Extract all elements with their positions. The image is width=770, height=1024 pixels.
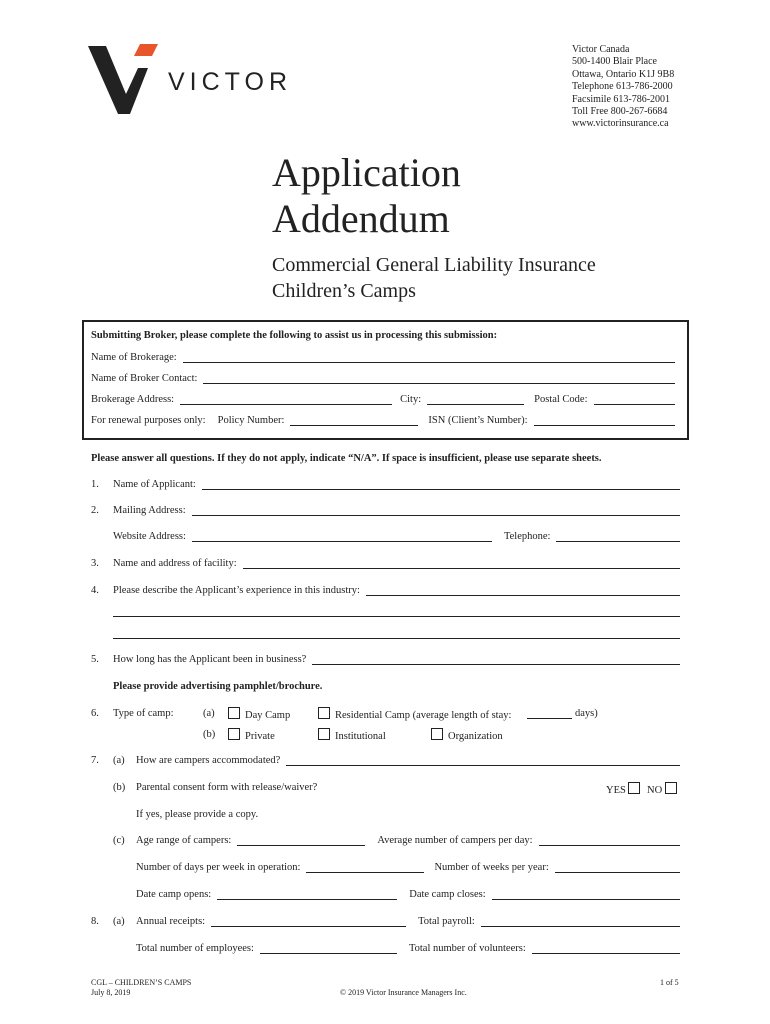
contact-line[interactable]: www.victorinsurance.ca (572, 118, 669, 130)
contact-line: 500-1400 Blair Place (572, 56, 657, 68)
renewal-label: For renewal purposes only: (91, 415, 206, 426)
receipts-row (136, 916, 680, 927)
accommodation-field[interactable] (286, 755, 680, 766)
pamphlet-note: Please provide advertising pamphlet/brochure. (113, 681, 323, 692)
q8a-label: (a) (113, 916, 125, 927)
postal-field[interactable] (594, 394, 675, 405)
age-range-label: Age range of campers: (136, 835, 232, 846)
q2-number: 2. (91, 505, 99, 516)
organization-option[interactable] (431, 728, 503, 742)
q1-row (113, 479, 680, 490)
footer-left (91, 978, 191, 998)
brokerage-field[interactable] (183, 352, 675, 363)
q5-row (113, 654, 680, 665)
policy-field[interactable] (290, 415, 418, 426)
q7a-label: (a) (113, 755, 125, 766)
postal-label: Postal Code: (534, 394, 588, 405)
checkbox[interactable] (318, 707, 330, 719)
closes-label: Date camp closes: (409, 889, 486, 900)
page-title (272, 150, 461, 242)
title-line: Application (272, 150, 461, 195)
q7c-label: (c) (113, 835, 125, 846)
institutional-option[interactable] (318, 728, 386, 742)
address-row (91, 394, 675, 405)
experience-label: Please describe the Applicant’s experience in this industry: (113, 585, 360, 596)
website-label: Website Address: (113, 531, 186, 542)
no-option[interactable] (647, 782, 682, 796)
stay-length-field[interactable] (527, 708, 572, 719)
avg-campers-field[interactable] (539, 835, 680, 846)
business-label: How long has the Applicant been in business? (113, 654, 307, 665)
receipts-field[interactable] (211, 916, 406, 927)
staff-row (136, 943, 680, 954)
q4-row (113, 585, 680, 596)
checkbox[interactable] (318, 728, 330, 740)
private-label: Private (245, 731, 275, 742)
checkbox[interactable] (228, 728, 240, 740)
payroll-field[interactable] (481, 916, 680, 927)
checkbox[interactable] (665, 782, 677, 794)
no-label: NO (647, 785, 663, 796)
camptype-label: Type of camp: (113, 708, 174, 719)
yes-option[interactable] (606, 782, 645, 796)
renewal-row (91, 415, 675, 426)
telephone-field[interactable] (556, 531, 680, 542)
city-label: City: (400, 394, 422, 405)
age-range-field[interactable] (237, 835, 365, 846)
option-b-label: (b) (203, 729, 216, 740)
q3-row (113, 558, 680, 569)
day-camp-label: Day Camp (245, 710, 291, 721)
receipts-label: Annual receipts: (136, 916, 206, 927)
victor-logo (88, 42, 292, 116)
q7-number: 7. (91, 755, 99, 766)
facility-field[interactable] (243, 558, 680, 569)
footer-page-number: 1 of 5 (660, 978, 679, 987)
accommodation-row (136, 755, 680, 766)
experience-field-line[interactable] (113, 616, 680, 617)
instructions: Please answer all questions. If they do not apply, indicate “N/A”. If space is insufficient, please use separate sheets. (91, 453, 602, 464)
applicant-label: Name of Applicant: (113, 479, 196, 490)
experience-field[interactable] (366, 585, 680, 596)
contact-line: Facsimile 613-786-2001 (572, 93, 671, 105)
dates-row (136, 889, 680, 900)
copy-note: If yes, please provide a copy. (136, 809, 259, 820)
consent-label: Parental consent form with release/waiver? (136, 782, 318, 793)
option-a-label: (a) (203, 708, 215, 719)
footer-copyright: © 2019 Victor Insurance Managers Inc. (340, 988, 467, 997)
weeks-year-field[interactable] (555, 862, 680, 873)
footer-form-name: CGL – CHILDREN’S CAMPS (91, 978, 192, 987)
payroll-label: Total payroll: (418, 916, 475, 927)
days-label: days) (575, 708, 598, 719)
opens-label: Date camp opens: (136, 889, 212, 900)
accommodation-label: How are campers accommodated? (136, 755, 281, 766)
operation-row (136, 862, 680, 873)
q8-number: 8. (91, 916, 99, 927)
yes-label: YES (606, 785, 626, 796)
closes-field[interactable] (492, 889, 680, 900)
weeks-year-label: Number of weeks per year: (434, 862, 549, 873)
q4-number: 4. (91, 585, 99, 596)
checkbox[interactable] (228, 707, 240, 719)
q7b-label: (b) (113, 782, 126, 793)
institutional-label: Institutional (335, 731, 386, 742)
opens-field[interactable] (217, 889, 397, 900)
day-camp-option[interactable] (228, 707, 290, 721)
residential-label: Residential Camp (average length of stay: (335, 710, 512, 721)
brokerage-label: Name of Brokerage: (91, 352, 177, 363)
age-row (136, 835, 680, 846)
checkbox[interactable] (628, 782, 640, 794)
footer-date: July 8, 2019 (91, 988, 131, 997)
address-field[interactable] (180, 394, 392, 405)
organization-label: Organization (448, 731, 503, 742)
mailing-field[interactable] (192, 505, 680, 516)
broker-contact-row (91, 373, 675, 384)
address-label: Brokerage Address: (91, 394, 175, 405)
subtitle-line: Children’s Camps (272, 280, 416, 302)
mailing-label: Mailing Address: (113, 505, 186, 516)
logo-wordmark: VICTOR (168, 68, 292, 96)
telephone-label: Telephone: (503, 531, 551, 542)
subtitle-line: Commercial General Liability Insurance (272, 254, 596, 276)
contact-line: Ottawa, Ontario K1J 9B8 (572, 68, 675, 80)
private-option[interactable] (228, 728, 275, 742)
residential-option[interactable] (318, 707, 511, 721)
contact-line: Telephone 613-786-2000 (572, 81, 673, 93)
q3-number: 3. (91, 558, 99, 569)
business-field[interactable] (312, 654, 680, 665)
experience-field-line[interactable] (113, 638, 680, 639)
employees-field[interactable] (260, 943, 397, 954)
checkbox[interactable] (431, 728, 443, 740)
victor-logo-mark (88, 42, 168, 116)
broker-contact-label: Name of Broker Contact: (91, 373, 198, 384)
broker-contact-field[interactable] (203, 373, 675, 384)
title-line: Addendum (272, 196, 450, 241)
q1-number: 1. (91, 479, 99, 490)
applicant-field[interactable] (202, 479, 680, 490)
facility-label: Name and address of facility: (113, 558, 237, 569)
policy-label: Policy Number: (217, 415, 285, 426)
q2-row (113, 505, 680, 516)
avg-campers-label: Average number of campers per day: (377, 835, 533, 846)
page-subtitle (272, 252, 596, 304)
days-week-label: Number of days per week in operation: (136, 862, 301, 873)
volunteers-field[interactable] (532, 943, 680, 954)
isn-field[interactable] (534, 415, 675, 426)
volunteers-label: Total number of volunteers: (408, 943, 526, 954)
employees-label: Total number of employees: (136, 943, 254, 954)
broker-heading: Submitting Broker, please complete the following to assist us in processing this submission: (91, 330, 498, 341)
contact-line: Victor Canada (572, 44, 630, 55)
contact-line: Toll Free 800-267-6684 (572, 106, 668, 118)
city-field[interactable] (427, 394, 524, 405)
brokerage-row (91, 352, 675, 363)
days-week-field[interactable] (306, 862, 424, 873)
isn-label: ISN (Client’s Number): (428, 415, 528, 426)
website-row (113, 531, 680, 542)
q6-number: 6. (91, 708, 99, 719)
website-field[interactable] (192, 531, 492, 542)
contact-block (572, 44, 674, 131)
q5-number: 5. (91, 654, 99, 665)
